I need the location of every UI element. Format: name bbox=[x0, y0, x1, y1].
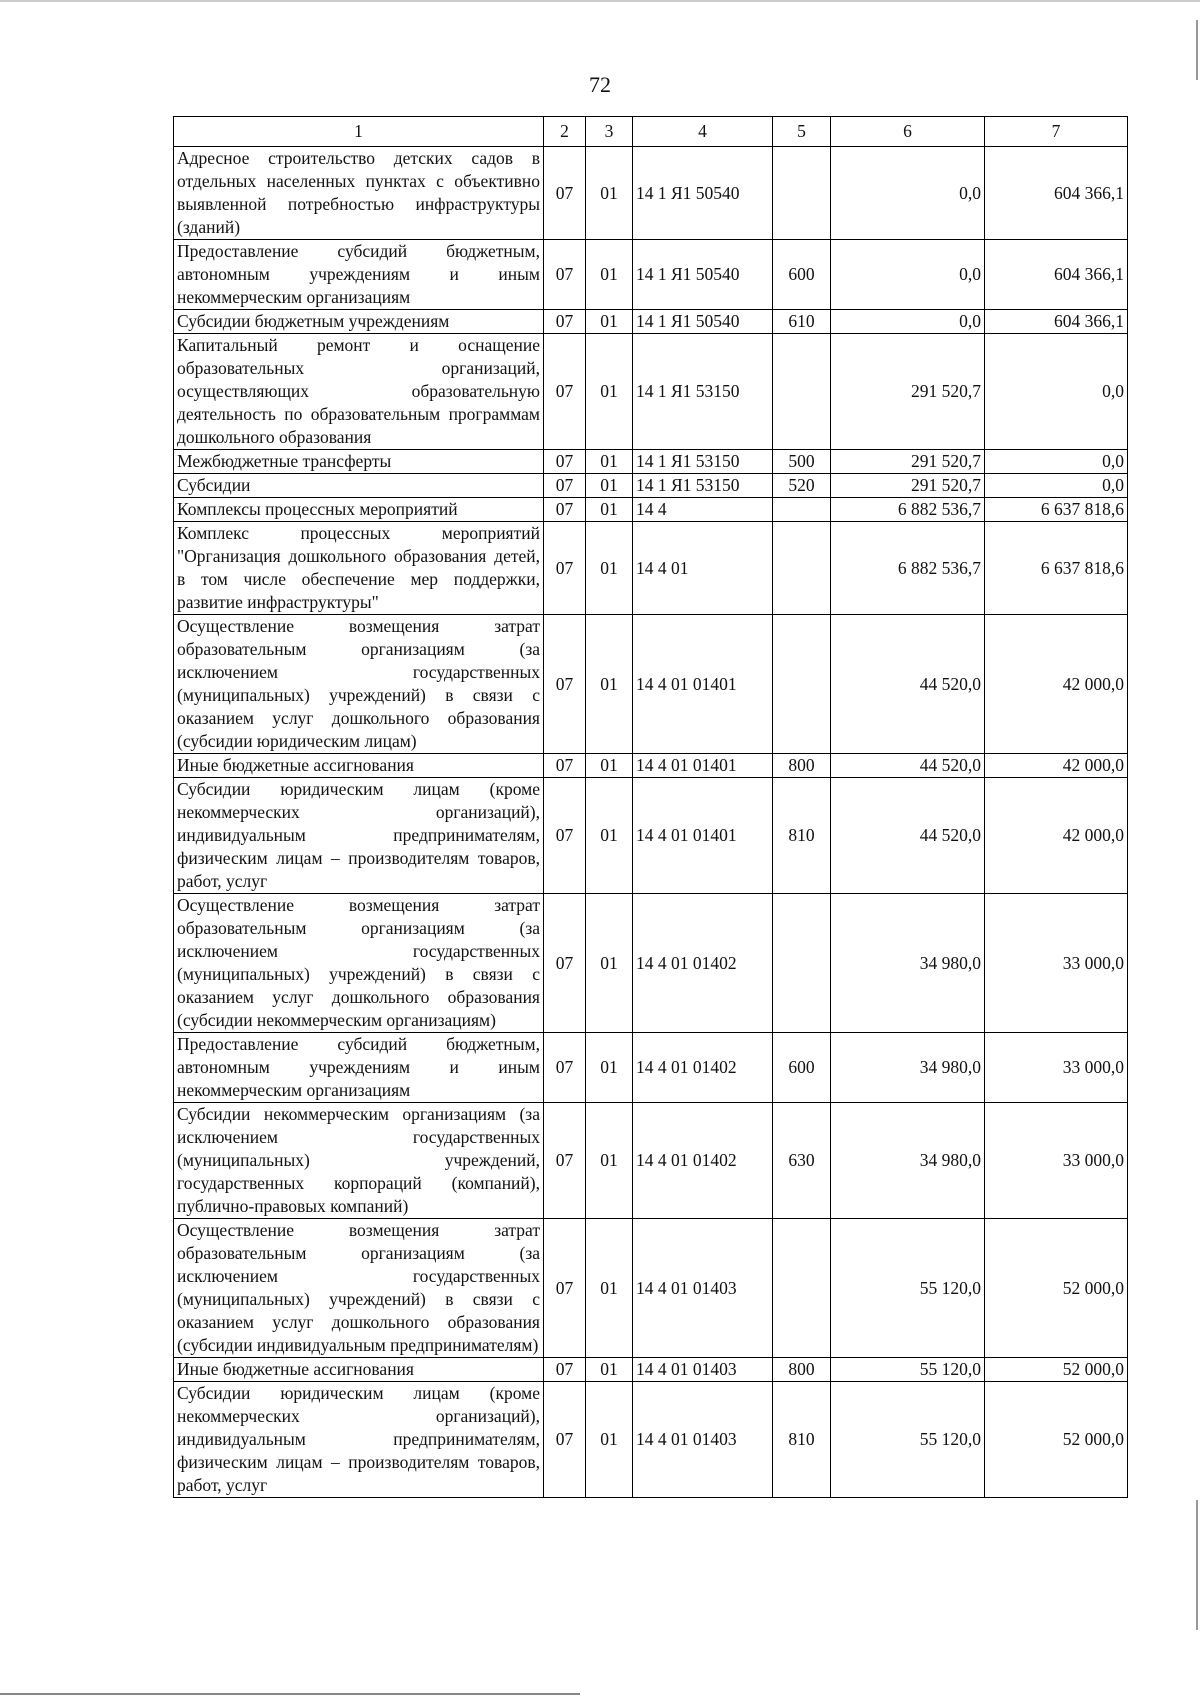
amount-year-1: 34 980,0 bbox=[831, 1103, 985, 1219]
table-row bbox=[174, 498, 1128, 522]
table-row bbox=[174, 1358, 1128, 1382]
amount-year-2: 33 000,0 bbox=[985, 1033, 1128, 1103]
row-name: Иные бюджетные ассигнования bbox=[174, 754, 544, 778]
section-code: 07 bbox=[544, 522, 586, 615]
row-name: Иные бюджетные ассигнования bbox=[174, 1358, 544, 1382]
amount-year-2: 604 366,1 bbox=[985, 240, 1128, 310]
col-header-2: 2 bbox=[544, 117, 586, 147]
subsection-code: 01 bbox=[586, 894, 633, 1033]
scan-edge-right-lower bbox=[1196, 1500, 1198, 1630]
amount-year-1: 55 120,0 bbox=[831, 1382, 985, 1498]
row-name: Субсидии bbox=[174, 474, 544, 498]
amount-year-2: 33 000,0 bbox=[985, 894, 1128, 1033]
col-header-5: 5 bbox=[773, 117, 831, 147]
amount-year-1: 6 882 536,7 bbox=[831, 498, 985, 522]
amount-year-2: 0,0 bbox=[985, 334, 1128, 450]
subsection-code: 01 bbox=[586, 778, 633, 894]
target-article-code: 14 4 01 01403 bbox=[633, 1358, 773, 1382]
amount-year-1: 34 980,0 bbox=[831, 894, 985, 1033]
row-name: Субсидии бюджетным учреждениям bbox=[174, 310, 544, 334]
amount-year-2: 604 366,1 bbox=[985, 147, 1128, 240]
expense-type-code bbox=[773, 147, 831, 240]
expense-type-code: 810 bbox=[773, 1382, 831, 1498]
row-name: Комплексы процессных мероприятий bbox=[174, 498, 544, 522]
table-row bbox=[174, 894, 1128, 1033]
table-row bbox=[174, 310, 1128, 334]
amount-year-1: 55 120,0 bbox=[831, 1219, 985, 1358]
target-article-code: 14 1 Я1 50540 bbox=[633, 147, 773, 240]
target-article-code: 14 4 01 01402 bbox=[633, 894, 773, 1033]
row-name: Межбюджетные трансферты bbox=[174, 450, 544, 474]
section-code: 07 bbox=[544, 474, 586, 498]
target-article-code: 14 4 01 01401 bbox=[633, 778, 773, 894]
expense-type-code bbox=[773, 522, 831, 615]
subsection-code: 01 bbox=[586, 1219, 633, 1358]
subsection-code: 01 bbox=[586, 147, 633, 240]
amount-year-1: 44 520,0 bbox=[831, 754, 985, 778]
expense-type-code: 500 bbox=[773, 450, 831, 474]
table-row bbox=[174, 1033, 1128, 1103]
section-code: 07 bbox=[544, 240, 586, 310]
target-article-code: 14 1 Я1 53150 bbox=[633, 474, 773, 498]
budget-table bbox=[173, 116, 1128, 1498]
amount-year-2: 0,0 bbox=[985, 450, 1128, 474]
table-row bbox=[174, 522, 1128, 615]
table-row bbox=[174, 450, 1128, 474]
scan-edge-right bbox=[1196, 20, 1198, 80]
section-code: 07 bbox=[544, 450, 586, 474]
scan-edge-top bbox=[0, 0, 1200, 2]
amount-year-2: 52 000,0 bbox=[985, 1219, 1128, 1358]
amount-year-2: 0,0 bbox=[985, 474, 1128, 498]
section-code: 07 bbox=[544, 147, 586, 240]
subsection-code: 01 bbox=[586, 310, 633, 334]
row-name: Субсидии юридическим лицам (кроме некоммерческих организаций), индивидуальным предпринимателям, физическим лицам – производителям товаров, работ, услуг bbox=[174, 778, 544, 894]
amount-year-2: 42 000,0 bbox=[985, 615, 1128, 754]
expense-type-code: 600 bbox=[773, 240, 831, 310]
row-name: Осуществление возмещения затрат образовательным организациям (за исключением государственных (муниципальных) учреждений) в связи с оказанием услуг дошкольного образования (субсидии юридическим лицам) bbox=[174, 615, 544, 754]
section-code: 07 bbox=[544, 498, 586, 522]
expense-type-code: 800 bbox=[773, 754, 831, 778]
table-row bbox=[174, 1219, 1128, 1358]
section-code: 07 bbox=[544, 334, 586, 450]
amount-year-1: 44 520,0 bbox=[831, 615, 985, 754]
table-row bbox=[174, 778, 1128, 894]
table-row bbox=[174, 1382, 1128, 1498]
table-row bbox=[174, 147, 1128, 240]
subsection-code: 01 bbox=[586, 522, 633, 615]
col-header-3: 3 bbox=[586, 117, 633, 147]
amount-year-1: 0,0 bbox=[831, 310, 985, 334]
amount-year-1: 6 882 536,7 bbox=[831, 522, 985, 615]
subsection-code: 01 bbox=[586, 498, 633, 522]
subsection-code: 01 bbox=[586, 334, 633, 450]
col-header-4: 4 bbox=[633, 117, 773, 147]
section-code: 07 bbox=[544, 1382, 586, 1498]
target-article-code: 14 4 01 01402 bbox=[633, 1033, 773, 1103]
expense-type-code bbox=[773, 334, 831, 450]
row-name: Субсидии некоммерческим организациям (за исключением государственных (муниципальных) учреждений, государственных корпораций (компаний), публично-правовых компаний) bbox=[174, 1103, 544, 1219]
expense-type-code: 520 bbox=[773, 474, 831, 498]
target-article-code: 14 4 01 01403 bbox=[633, 1219, 773, 1358]
amount-year-1: 44 520,0 bbox=[831, 778, 985, 894]
table-row bbox=[174, 240, 1128, 310]
amount-year-2: 6 637 818,6 bbox=[985, 498, 1128, 522]
section-code: 07 bbox=[544, 615, 586, 754]
target-article-code: 14 1 Я1 53150 bbox=[633, 334, 773, 450]
subsection-code: 01 bbox=[586, 240, 633, 310]
table-row bbox=[174, 615, 1128, 754]
amount-year-1: 0,0 bbox=[831, 147, 985, 240]
col-header-1: 1 bbox=[174, 117, 544, 147]
section-code: 07 bbox=[544, 1033, 586, 1103]
row-name: Адресное строительство детских садов в отдельных населенных пунктах с объективно выявленной потребностью инфраструктуры (зданий) bbox=[174, 147, 544, 240]
target-article-code: 14 4 01 01401 bbox=[633, 615, 773, 754]
subsection-code: 01 bbox=[586, 1382, 633, 1498]
table-row bbox=[174, 754, 1128, 778]
subsection-code: 01 bbox=[586, 474, 633, 498]
expense-type-code bbox=[773, 894, 831, 1033]
expense-type-code: 610 bbox=[773, 310, 831, 334]
expense-type-code bbox=[773, 615, 831, 754]
subsection-code: 01 bbox=[586, 615, 633, 754]
row-name: Осуществление возмещения затрат образовательным организациям (за исключением государственных (муниципальных) учреждений) в связи с оказанием услуг дошкольного образования (субсидии некоммерческим организациям) bbox=[174, 894, 544, 1033]
row-name: Предоставление субсидий бюджетным, автономным учреждениям и иным некоммерческим организациям bbox=[174, 1033, 544, 1103]
subsection-code: 01 bbox=[586, 1358, 633, 1382]
subsection-code: 01 bbox=[586, 450, 633, 474]
table-row bbox=[174, 1103, 1128, 1219]
row-name: Осуществление возмещения затрат образовательным организациям (за исключением государственных (муниципальных) учреждений) в связи с оказанием услуг дошкольного образования (субсидии индивидуальным предпринимателям) bbox=[174, 1219, 544, 1358]
row-name: Субсидии юридическим лицам (кроме некоммерческих организаций), индивидуальным предпринимателям, физическим лицам – производителям товаров, работ, услуг bbox=[174, 1382, 544, 1498]
amount-year-2: 52 000,0 bbox=[985, 1358, 1128, 1382]
expense-type-code: 800 bbox=[773, 1358, 831, 1382]
amount-year-1: 291 520,7 bbox=[831, 334, 985, 450]
target-article-code: 14 4 01 01401 bbox=[633, 754, 773, 778]
expense-type-code bbox=[773, 498, 831, 522]
amount-year-2: 604 366,1 bbox=[985, 310, 1128, 334]
table-row bbox=[174, 334, 1128, 450]
table-row bbox=[174, 474, 1128, 498]
amount-year-1: 55 120,0 bbox=[831, 1358, 985, 1382]
target-article-code: 14 4 bbox=[633, 498, 773, 522]
subsection-code: 01 bbox=[586, 1033, 633, 1103]
section-code: 07 bbox=[544, 310, 586, 334]
target-article-code: 14 1 Я1 53150 bbox=[633, 450, 773, 474]
section-code: 07 bbox=[544, 1358, 586, 1382]
target-article-code: 14 4 01 bbox=[633, 522, 773, 615]
target-article-code: 14 4 01 01402 bbox=[633, 1103, 773, 1219]
target-article-code: 14 1 Я1 50540 bbox=[633, 240, 773, 310]
amount-year-1: 34 980,0 bbox=[831, 1033, 985, 1103]
amount-year-2: 42 000,0 bbox=[985, 754, 1128, 778]
page-number: 72 bbox=[589, 72, 611, 97]
amount-year-1: 291 520,7 bbox=[831, 474, 985, 498]
subsection-code: 01 bbox=[586, 754, 633, 778]
row-name: Предоставление субсидий бюджетным, автономным учреждениям и иным некоммерческим организациям bbox=[174, 240, 544, 310]
expense-type-code: 630 bbox=[773, 1103, 831, 1219]
subsection-code: 01 bbox=[586, 1103, 633, 1219]
target-article-code: 14 4 01 01403 bbox=[633, 1382, 773, 1498]
row-name: Капитальный ремонт и оснащение образовательных организаций, осуществляющих образовательную деятельность по образовательным программам дошкольного образования bbox=[174, 334, 544, 450]
expense-type-code: 600 bbox=[773, 1033, 831, 1103]
amount-year-2: 42 000,0 bbox=[985, 778, 1128, 894]
amount-year-2: 52 000,0 bbox=[985, 1382, 1128, 1498]
section-code: 07 bbox=[544, 754, 586, 778]
section-code: 07 bbox=[544, 1219, 586, 1358]
amount-year-2: 33 000,0 bbox=[985, 1103, 1128, 1219]
section-code: 07 bbox=[544, 778, 586, 894]
expense-type-code: 810 bbox=[773, 778, 831, 894]
section-code: 07 bbox=[544, 894, 586, 1033]
col-header-6: 6 bbox=[831, 117, 985, 147]
col-header-7: 7 bbox=[985, 117, 1128, 147]
header-row bbox=[174, 117, 1128, 147]
scan-edge-bottom bbox=[0, 1693, 580, 1695]
section-code: 07 bbox=[544, 1103, 586, 1219]
amount-year-1: 0,0 bbox=[831, 240, 985, 310]
expense-type-code bbox=[773, 1219, 831, 1358]
target-article-code: 14 1 Я1 50540 bbox=[633, 310, 773, 334]
amount-year-2: 6 637 818,6 bbox=[985, 522, 1128, 615]
amount-year-1: 291 520,7 bbox=[831, 450, 985, 474]
row-name: Комплекс процессных мероприятий "Организация дошкольного образования детей, в том числе обеспечение мер поддержки, развитие инфраструктуры" bbox=[174, 522, 544, 615]
